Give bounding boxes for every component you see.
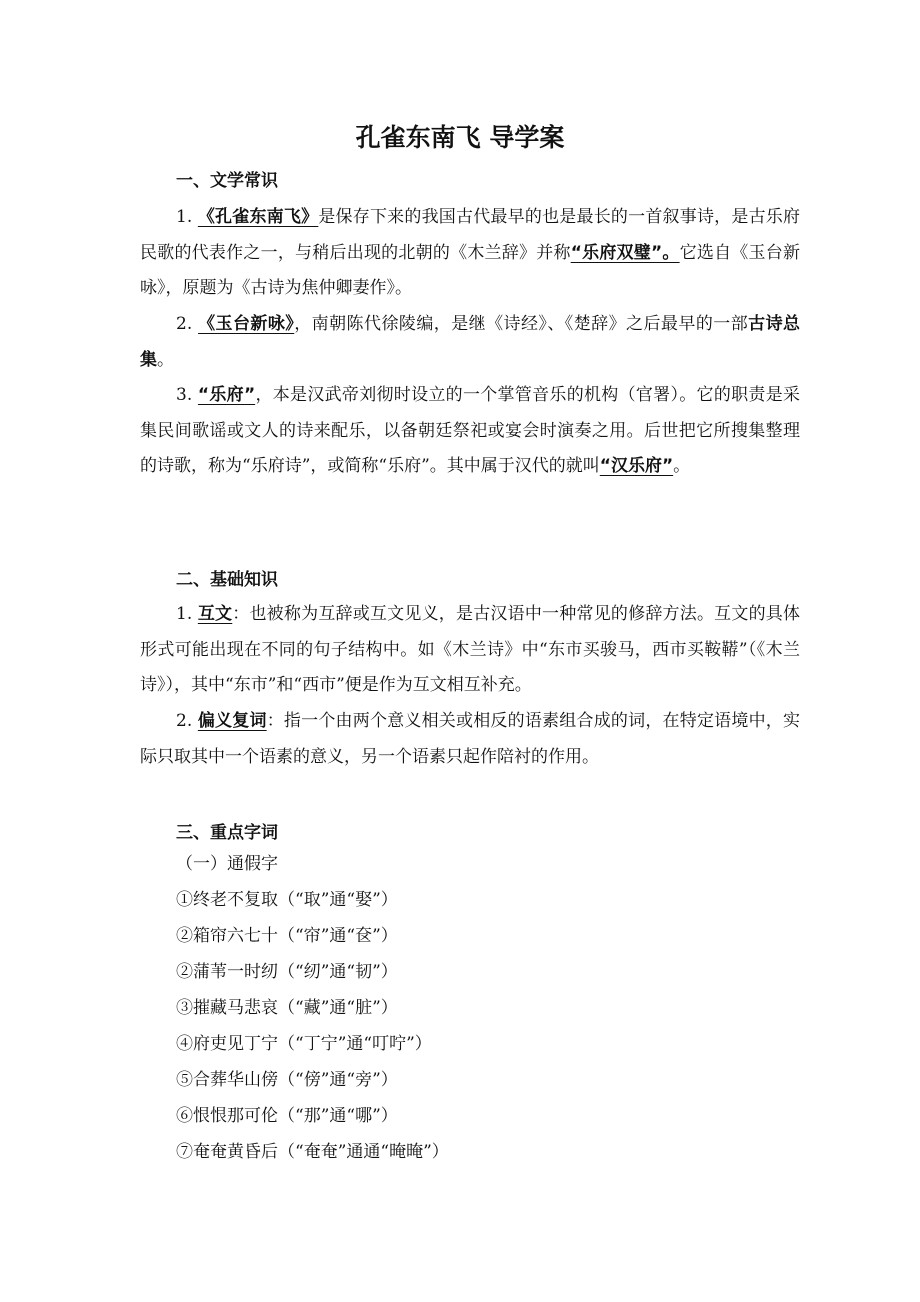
key-term-gushi-zongji: 古诗总集 bbox=[140, 314, 801, 370]
paragraph-text: 。 bbox=[157, 349, 174, 370]
paragraph-pianyi-fuci bbox=[140, 704, 800, 775]
list-item: ⑥恨恨那可伦（“那”通“哪”） bbox=[176, 1106, 398, 1126]
key-term-han-yuefu: “汉乐府” bbox=[599, 456, 674, 476]
list-item: ②箱帘六七十（“帘”通“奁”） bbox=[176, 926, 398, 946]
paragraph-text: ：也被称为互辞或互文见义，是古汉语中一种常见的修辞方法。互文的具体形式可能出现在不同的句子结构中。如《木兰诗》中“东市买骏马，西市买鞍鞯”（《木兰诗》），其中“东市”和“西市”便是作为互文相互补充。 bbox=[140, 604, 801, 695]
paragraph-text: 。 bbox=[673, 456, 691, 476]
section-heading-literary-knowledge: 一、文学常识 bbox=[176, 171, 278, 191]
key-term-yuefu-shuangbi: “乐府双璧”。 bbox=[570, 242, 680, 263]
subheading-tongjiazi: （一）通假字 bbox=[176, 854, 278, 874]
list-item: ⑦奄奄黄昏后（“奄奄”通通“晻晻”） bbox=[176, 1142, 449, 1162]
key-term-pianyi-fuci: 偏义复词 bbox=[197, 711, 267, 731]
section-heading-key-words: 三、重点字词 bbox=[176, 823, 278, 843]
paragraph-text: ，南朝陈代徐陵编，是继《诗经》、《楚辞》之后最早的一部 bbox=[294, 314, 749, 334]
list-item: ④府吏见丁宁（“丁宁”通“叮咛”） bbox=[176, 1034, 432, 1054]
list-item: ②蒲苇一时纫（“纫”通“韧”） bbox=[176, 962, 398, 982]
item-number: 2. bbox=[176, 314, 199, 334]
item-number: 1. bbox=[176, 207, 198, 227]
paragraph-huwen bbox=[140, 597, 800, 704]
item-number: 2. bbox=[176, 711, 198, 731]
item-number: 1. bbox=[176, 604, 198, 624]
page-title: 孔雀东南飞 导学案 bbox=[355, 123, 565, 152]
list-item: ①终老不复取（“取”通“娶”） bbox=[176, 890, 398, 910]
paragraph-text: 是保存下来的我国古代最早的也是最长的一首叙事诗，是古乐府民歌的代表作之一，与稍后出现的北朝的《木兰辞》并称 bbox=[140, 207, 801, 263]
paragraph-text: ：指一个由两个意义相关或相反的语素组合成的词，在特定语境中，实际只取其中一个语素的意义，另一个语素只起作陪衬的作用。 bbox=[140, 711, 801, 767]
paragraph-yuefu bbox=[140, 378, 800, 485]
paragraph-yutai bbox=[140, 307, 800, 378]
list-item: ③摧藏马悲哀（“藏”通“脏”） bbox=[176, 998, 398, 1018]
key-term-kongque: 《孔雀东南飞》 bbox=[197, 207, 319, 227]
key-term-huwen: 互文 bbox=[197, 604, 233, 624]
section-heading-basic-knowledge: 二、基础知识 bbox=[176, 570, 278, 590]
key-term-yutai: 《玉台新咏》 bbox=[198, 314, 295, 334]
list-item: ⑤合葬华山傍（“傍”通“旁”） bbox=[176, 1070, 398, 1090]
paragraph-kongque bbox=[140, 200, 800, 307]
paragraph-text: ，本是汉武帝刘彻时设立的一个掌管音乐的机构（官署）。它的职责是采集民间歌谣或文人的诗来配乐，以备朝廷祭祀或宴会时演奏之用。后世把它所搜集整理的诗歌，称为“乐府诗”，或简称“乐府”。其中属于汉代的就叫 bbox=[140, 385, 801, 476]
item-number: 3. bbox=[176, 385, 198, 405]
key-term-yuefu: “乐府” bbox=[197, 385, 256, 405]
paragraph-text: 它选自《玉台新咏》，原题为《古诗为焦仲卿妻作》。 bbox=[140, 242, 800, 298]
